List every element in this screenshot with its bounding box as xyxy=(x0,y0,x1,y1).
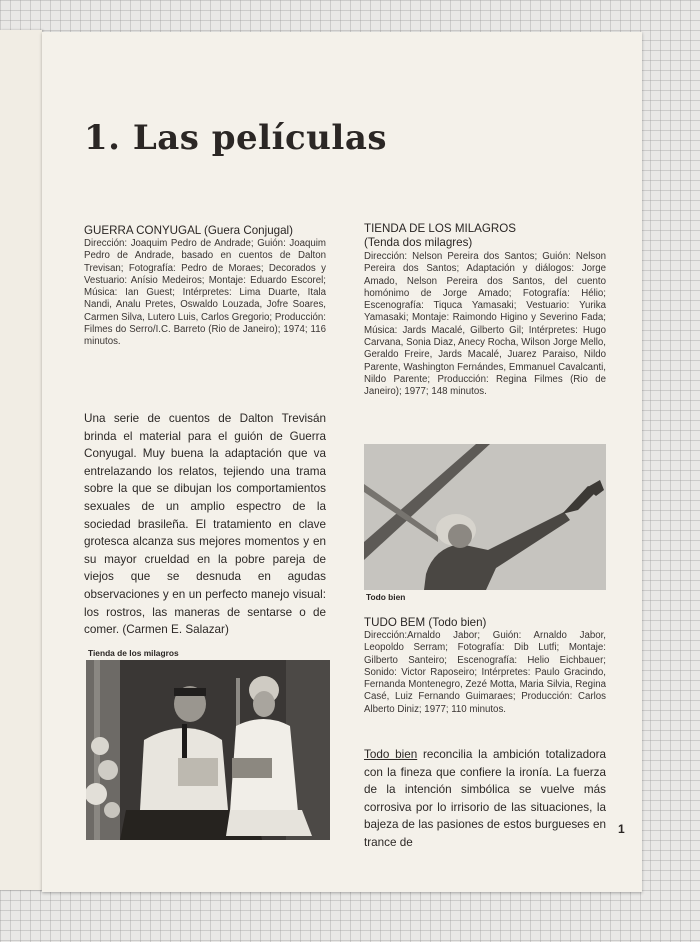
film-still-man-gesturing xyxy=(364,444,606,590)
photo-caption-tienda: Tienda de los milagros xyxy=(88,648,179,658)
film-review-guerra-conyugal-block xyxy=(84,410,326,639)
booklet-page xyxy=(42,32,642,892)
film-credits-tudo-bem: Dirección:Arnaldo Jabor; Guión: Arnaldo Jabor, Leopoldo Serram; Fotografía: Dib Lutfi; Montaje: Gilberto Santeiro; Escenografía: Helio Eichbauer; Sonido: Victor Raposeiro; Intérpretes: Paulo Gracindo, Fernanda Montenegro, Zezé Motta, Maria Silvia, Regina Casé, Luiz Fernando Guimaraes; Producción: Carlos Alberto Diniz; 1977; 110 minutos. xyxy=(364,630,606,715)
film-review-tudo-bem-text: reconcilia la ambición totalizadora con la fineza que confiere la ironía. La fuerza de la intención simbólica se vuelve más corrosiva por lo irrisorio de las situaciones, la bajeza de las pasiones de estos burgueses en trance de xyxy=(364,748,606,849)
photo-tienda-de-los-milagros xyxy=(86,660,330,840)
film-review-tudo-bem-title: Todo bien xyxy=(364,748,418,761)
previous-page-edge xyxy=(0,30,42,890)
film-credits-tienda: Dirección: Nelson Pereira dos Santos; Guión: Nelson Pereira dos Santos; Adaptación y diálogos: Jorge Amado, Nelson Pereira dos Santos, del cuento homónimo de Jorge Amado; Fotografía: Hélio; Escenografía: Tiquca Yamasaki; Vestuario: Yurika Yamasaki; Montaje: Raimondo Higino y Severino Fada; Música: Jards Macalé, Gilberto Gil; Intérpretes: Hugo Carvana, Sonia Diaz, Anecy Rocha, Wilson Jorge Mello, Geraldo Freire, Jards Macalé, Juarez Paraiso, Nildo Parente, Washington Fernándes, Emmanuel Cavalcanti, Nildo Parente; Producción: Regina Filmes (Rio de Janeiro); 1977; 148 minutos. xyxy=(364,251,606,398)
film-review-guerra-conyugal: Una serie de cuentos de Dalton Trevisán brinda el material para el guión de Guerra Conyugal. Muy buena la adaptación que va entrelazando los relatos, tejiendo una trama sobre la que se dibujan los comportamientos sexuales de un amplio espectro de la sociedad brasileña. El tratamiento en clave grotesca alcanza sus mejores momentos y en su mayor crueldad en la pobre pareja de viejos que se desnuda en agudas observaciones y en un perfecto manejo visual: los rostros, las maneras de sentarse o de comer. (Carmen E. Salazar) xyxy=(84,412,326,637)
film-title-guerra-conyugal: GUERRA CONYUGAL (Guera Conjugal) xyxy=(84,224,293,237)
film-review-tudo-bem xyxy=(364,746,606,852)
film-tudo-bem-credits xyxy=(364,616,606,716)
film-tienda-credits xyxy=(364,222,606,399)
film-subtitle-tienda: (Tenda dos milagres) xyxy=(364,236,473,249)
film-review-tudo-bem-block xyxy=(364,746,606,852)
film-title-tudo-bem: TUDO BEM (Todo bien) xyxy=(364,616,487,629)
film-title-tienda: TIENDA DE LOS MILAGROS xyxy=(364,222,517,235)
film-guerra-conyugal-credits xyxy=(84,224,326,349)
film-still-couple-reading xyxy=(86,660,330,840)
photo-todo-bien xyxy=(364,444,606,590)
page-title: 1. Las películas xyxy=(84,118,387,158)
page-number: 1 xyxy=(618,822,625,836)
photo-caption-todo-bien: Todo bien xyxy=(366,592,406,602)
film-credits-guerra-conyugal: Dirección: Joaquim Pedro de Andrade; Guión: Joaquim Pedro de Andrade, basado en cuentos de Dalton Trevisan; Fotografía: Pedro de Moraes; Decorados y Vestuario: Anísio Medeiros; Montaje: Eduardo Escorel; Música: Ian Guest; Intérpretes: Lima Duarte, Itala Nandi, Analu Pretes, Oswaldo Louzada, Jofre Soares, Carmen Silva, Lutero Luis, Carlos Gregorio; Producción: Filmes do Serro/I.C. Barreto (Rio de Janeiro); 1974; 116 minutos. xyxy=(84,238,326,348)
